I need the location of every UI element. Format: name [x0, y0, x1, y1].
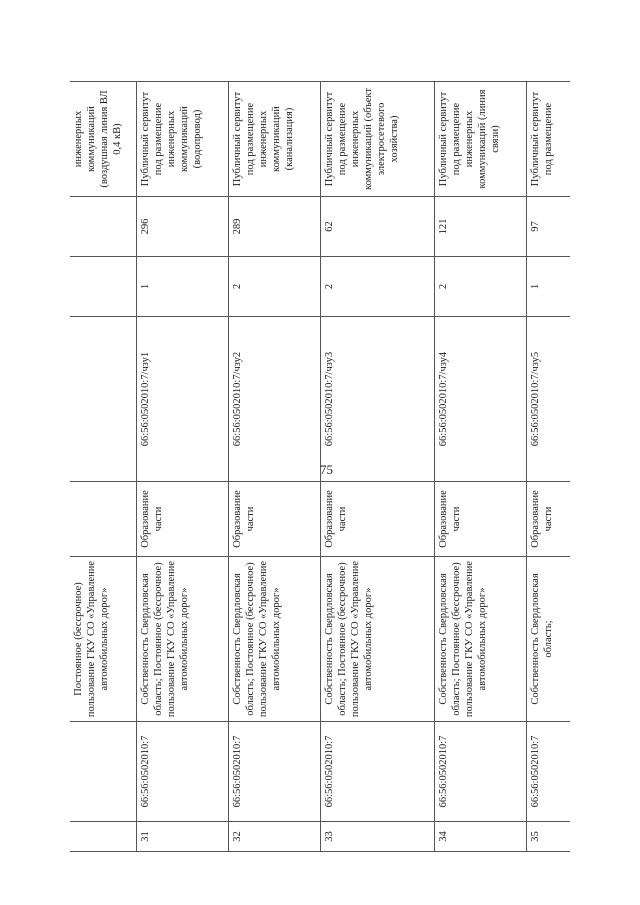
- owner-cell: Собственность Свердловская область; Постоянное (бессрочное) пользование ГКУ СО «Управление автомобильных дорог»: [320, 557, 434, 722]
- table-cell: [70, 257, 136, 317]
- table-row: [70, 82, 136, 852]
- owner-cell: Собственность Свердловская область; Постоянное (бессрочное) пользование ГКУ СО «Управление автомобильных дорог»: [434, 557, 526, 722]
- area-cell: 296: [136, 197, 228, 257]
- part-number: 66:56:0502010:7/чзу4: [434, 317, 526, 482]
- owner-cell: Собственность Свердловская область; Постоянное (бессрочное) пользование ГКУ СО «Управление автомобильных дорог»: [136, 557, 228, 722]
- table-cell: [70, 317, 136, 482]
- purpose-cell: Публичный сервитут под размещение инженерных коммуникаций (канализация): [228, 82, 320, 197]
- table-row: [228, 82, 320, 852]
- page-number: 75: [320, 462, 333, 477]
- row-number: 32: [228, 822, 320, 852]
- table-cell: [70, 822, 136, 852]
- row-number: 34: [434, 822, 526, 852]
- cadastral-number: 66:56:0502010:7: [434, 722, 526, 822]
- table-cell: [70, 722, 136, 822]
- table-row: [136, 82, 228, 852]
- cadastral-number: 66:56:0502010:7: [136, 722, 228, 822]
- owner-cell: Собственность Свердловская область; Постоянное (бессрочное) пользование ГКУ СО «Управление автомобильных дорог»: [228, 557, 320, 722]
- action-cell: Образование части: [136, 482, 228, 557]
- count-cell: 1: [136, 257, 228, 317]
- area-cell: 97: [526, 197, 570, 257]
- area-cell: 289: [228, 197, 320, 257]
- purpose-cell: Публичный сервитут под размещение: [526, 82, 570, 197]
- cadastral-number: 66:56:0502010:7: [228, 722, 320, 822]
- action-cell: Образование части: [320, 482, 434, 557]
- count-cell: 2: [228, 257, 320, 317]
- table-row: [526, 82, 570, 852]
- purpose-cell: Публичный сервитут под размещение инженерных коммуникаций (объект электросетевого хозяйства): [320, 82, 434, 197]
- owner-cell: Постоянное (бессрочное) пользование ГКУ СО «Управление автомобильных дорог»: [70, 557, 136, 722]
- purpose-cell: инженерных коммуникаций (воздушная линия ВЛ 0,4 кВ): [70, 82, 136, 197]
- table-cell: [70, 482, 136, 557]
- action-cell: Образование части: [228, 482, 320, 557]
- land-plots-table: [70, 81, 570, 852]
- row-number: 31: [136, 822, 228, 852]
- area-cell: 62: [320, 197, 434, 257]
- purpose-cell: Публичный сервитут под размещение инженерных коммуникаций (водопровод): [136, 82, 228, 197]
- cadastral-number: 66:56:0502010:7: [320, 722, 434, 822]
- action-cell: Образование части: [526, 482, 570, 557]
- owner-cell: Собственность Свердловская область;: [526, 557, 570, 722]
- table-row: [320, 82, 434, 852]
- part-number: 66:56:0502010:7/чзу3: [320, 317, 434, 482]
- part-number: 66:56:0502010:7/чзу1: [136, 317, 228, 482]
- area-cell: 121: [434, 197, 526, 257]
- part-number: 66:56:0502010:7/чзу2: [228, 317, 320, 482]
- part-number: 66:56:0502010:7/чзу5: [526, 317, 570, 482]
- table-row: [434, 82, 526, 852]
- count-cell: 2: [434, 257, 526, 317]
- count-cell: 1: [526, 257, 570, 317]
- row-number: 33: [320, 822, 434, 852]
- cadastral-number: 66:56:0502010:7: [526, 722, 570, 822]
- row-number: 35: [526, 822, 570, 852]
- action-cell: Образование части: [434, 482, 526, 557]
- rotated-table-wrapper: [70, 82, 570, 852]
- purpose-cell: Публичный сервитут под размещение инженерных коммуникаций (линия связи): [434, 82, 526, 197]
- count-cell: 2: [320, 257, 434, 317]
- table-cell: [70, 197, 136, 257]
